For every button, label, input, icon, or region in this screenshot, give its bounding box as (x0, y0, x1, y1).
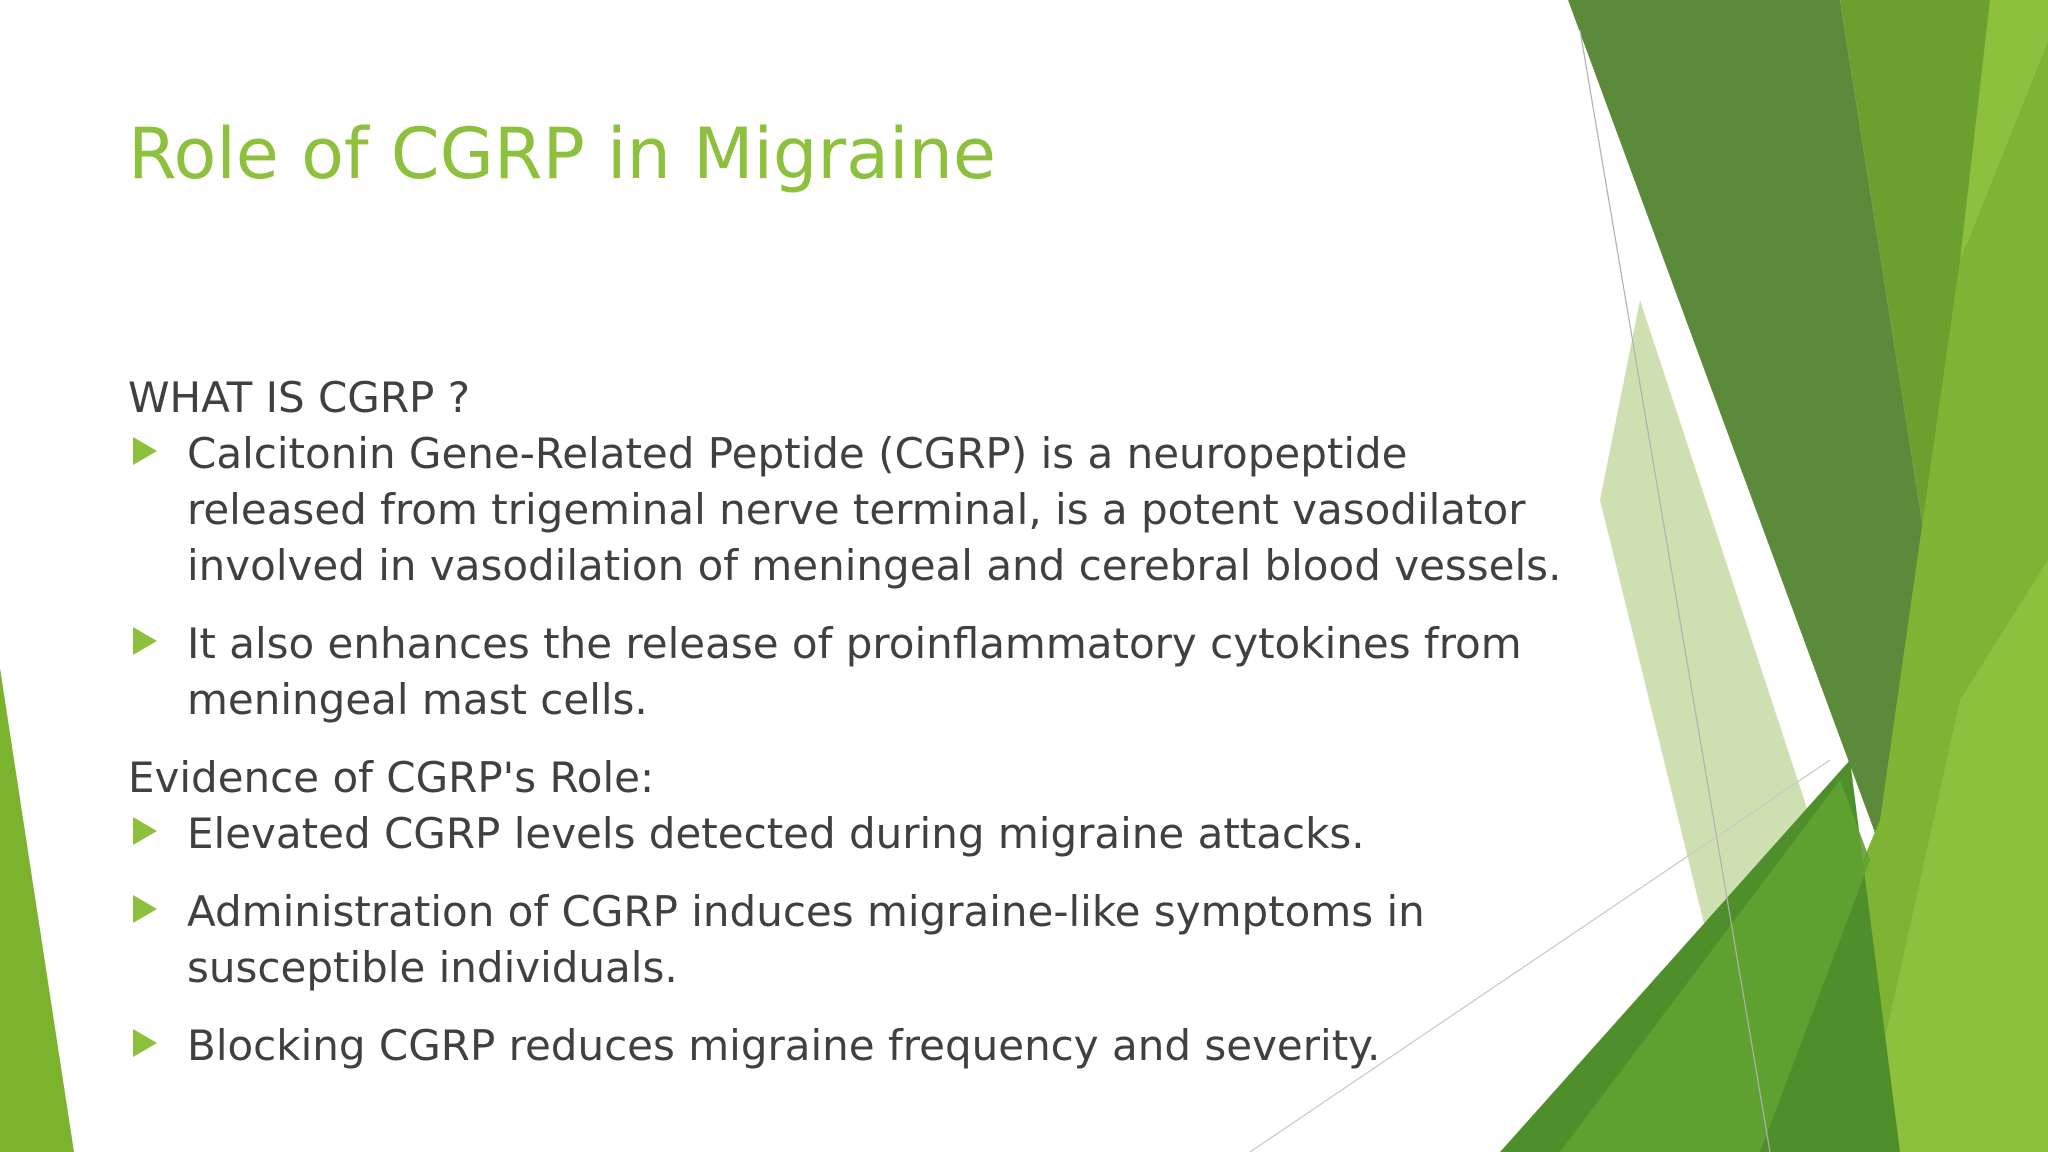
triangle-right-icon (133, 437, 157, 465)
left-green-sliver (0, 668, 74, 1152)
triangle-right-icon (133, 817, 157, 845)
triangle-right-icon (133, 895, 157, 923)
triangle-right-icon (133, 1029, 157, 1057)
bullet-text: Calcitonin Gene-Related Peptide (CGRP) is a neuropeptide released from trigeminal nerve terminal, is a potent vasodilator involved in vasodilation of meningeal and cerebral blood vessels. (187, 429, 1562, 590)
triangle-right-icon (133, 627, 157, 655)
bullet-item (128, 1018, 1568, 1074)
bullet-text: It also enhances the release of proinflammatory cytokines from meningeal mast cells. (187, 619, 1522, 724)
bullet-item (128, 616, 1568, 728)
slide-title: Role of CGRP in Migraine (128, 113, 996, 195)
section-heading-evidence: Evidence of CGRP's Role: (128, 753, 655, 802)
bullet-item (128, 426, 1568, 594)
bullet-item (128, 884, 1568, 996)
slide-body (128, 370, 1568, 1096)
bullet-item (128, 806, 1568, 862)
bullet-text: Blocking CGRP reduces migraine frequency and severity. (187, 1021, 1381, 1070)
bullet-text: Elevated CGRP levels detected during migraine attacks. (187, 809, 1365, 858)
section-heading-what-is-cgrp: WHAT IS CGRP ? (128, 373, 471, 422)
bullet-text: Administration of CGRP induces migraine-like symptoms in susceptible individuals. (187, 887, 1425, 992)
